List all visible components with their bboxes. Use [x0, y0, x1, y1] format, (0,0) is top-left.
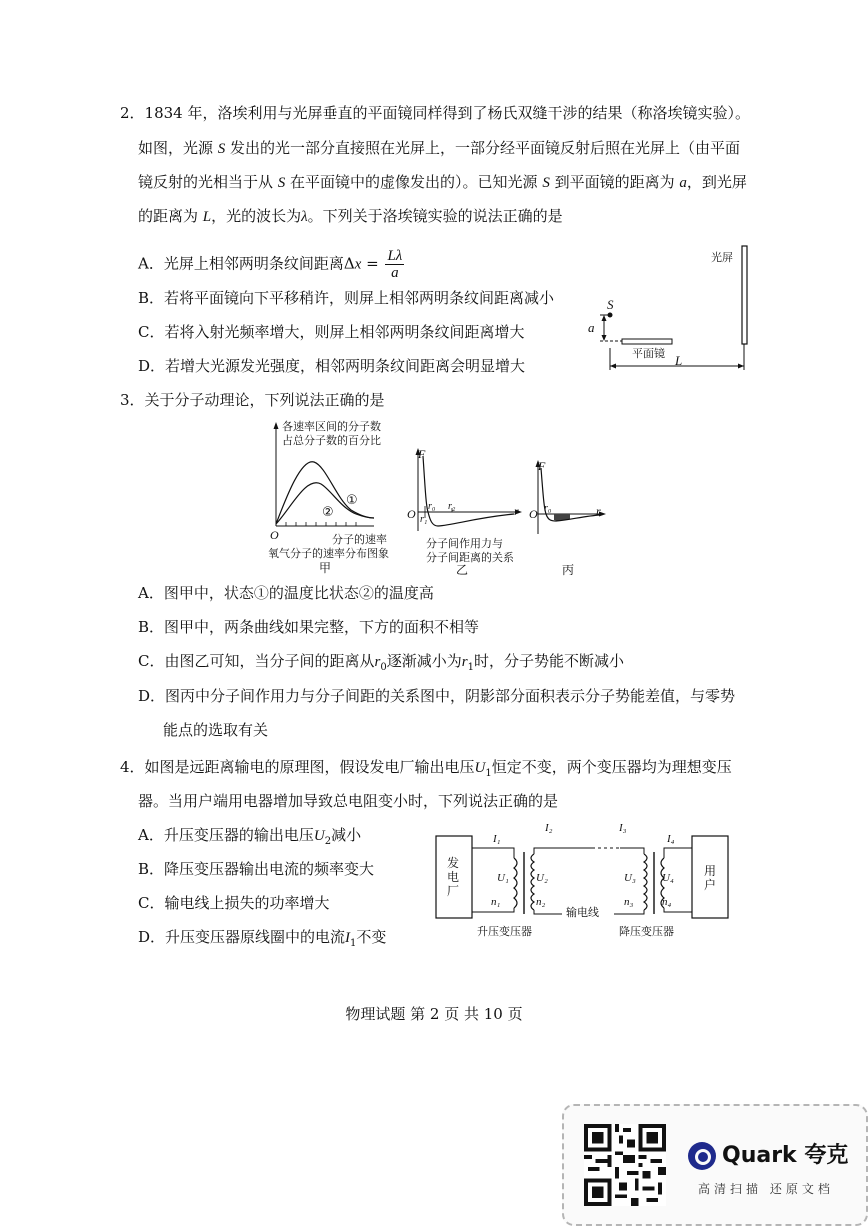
var-S: S: [217, 141, 226, 157]
user-label: 用户: [704, 864, 717, 892]
var-L: L: [202, 209, 212, 225]
step-down-primary-coil: [644, 854, 647, 910]
q4-option-b: B．降压变压器输出电流的频率变大: [138, 860, 375, 878]
I3-label: I₃: [619, 822, 627, 834]
option-d-text: D．升压变压器原线圈中的电流: [138, 928, 346, 946]
var-r: r: [461, 654, 468, 670]
page-footer: 物理试题 第 2 页 共 10 页: [345, 1005, 523, 1023]
fraction-numerator: Lλ: [387, 248, 403, 264]
yi-origin: O: [407, 507, 416, 521]
yi-caption-1: 分子间作用力与: [426, 537, 503, 550]
equals: =: [361, 254, 384, 273]
U2-label: U₂: [536, 872, 548, 884]
var-lambda: λ: [301, 209, 308, 225]
q2-option-a: [138, 248, 404, 281]
transmission-line-label: 输电线: [566, 906, 599, 919]
bing-r0-label: r₀: [544, 503, 552, 514]
yi-r0-label: r₀: [428, 501, 436, 512]
step-up-transformer-label: 升压变压器: [477, 925, 532, 938]
q2-line-2: [138, 138, 740, 159]
n3-label: n₃: [624, 896, 634, 908]
jia-x-ticks: [286, 522, 356, 526]
q3-stem: 3．关于分子动理论，下列说法正确的是: [120, 391, 385, 409]
q2-text: 到平面镜的距离为: [549, 173, 680, 191]
screen: [742, 246, 747, 344]
bing-origin: O: [529, 507, 538, 521]
a-arrow-down: [602, 335, 607, 341]
var-a: a: [679, 175, 687, 191]
bing-F-label: F: [538, 459, 546, 473]
q4-option-d: [138, 927, 386, 954]
option-d-text: 不变: [356, 928, 387, 946]
q2-line-4: [138, 206, 563, 227]
q4-option-c: C．输电线上损失的功率增大: [138, 894, 330, 912]
yi-force-curve: [423, 456, 514, 526]
q2-text: 的距离为: [138, 207, 203, 225]
jia-name: 甲: [319, 561, 332, 575]
qr-code-icon: [584, 1124, 666, 1206]
distance-label-a: a: [588, 320, 595, 335]
yi-F-label: F: [418, 447, 426, 461]
q2-text: ，光的波长为: [211, 207, 302, 225]
q2-line-1: 2．1834 年，洛埃利用与光屏垂直的平面镜同样得到了杨氏双缝干涉的结果（称洛埃镜实验）。: [120, 104, 750, 122]
q4-text: 恒定不变，两个变压器均为理想变压: [491, 758, 732, 776]
q2-text: 发出的光一部分直接照在光屏上，一部分经平面镜反射后照在光屏上（由平面: [225, 139, 741, 157]
distance-label-L: L: [675, 353, 683, 368]
option-a-text: A．光屏上相邻两明条纹间距离Δ: [138, 254, 355, 273]
quark-tagline: 高清扫描 还原文档: [698, 1182, 834, 1196]
jia-y-arrow: [274, 422, 279, 429]
n2-label: n₂: [536, 896, 546, 908]
q3-option-a: A．图甲中，状态①的温度比状态②的温度高: [138, 584, 434, 602]
yi-caption-2: 分子间距离的关系: [426, 551, 514, 564]
yi-r-label: r: [514, 504, 519, 518]
q2-text: 镜反射的光相当于从: [138, 173, 278, 191]
subscript: 1: [485, 768, 492, 779]
subscript: 1: [350, 938, 357, 949]
n1-label: n₁: [491, 896, 501, 908]
q4-line-1: [120, 757, 732, 784]
U1-label: U₁: [497, 872, 509, 884]
q2-text: 如图，光源: [138, 139, 218, 157]
plant-label: 发电厂: [447, 856, 460, 898]
q2-option-d: D．若增大光源发光强度，相邻两明条纹间距离会明显增大: [138, 357, 526, 375]
option-a-text: 减小: [331, 826, 362, 844]
option-a-text: A．升压变压器的输出电压: [138, 826, 314, 844]
jia-curve-1-label: ①: [346, 493, 358, 508]
step-up-primary-coil: [514, 858, 517, 908]
q3-option-b: B．图甲中，两条曲线如果完整，下方的面积不相等: [138, 618, 480, 636]
subscript: 2: [324, 836, 332, 847]
U4-label: U₄: [662, 872, 674, 884]
q4-line-2: 器。当用户端用电器增加导致总电阻变小时，下列说法正确的是: [138, 792, 559, 810]
q3-option-c: [138, 651, 624, 678]
quark-brand: [688, 1140, 848, 1172]
jia-origin: O: [270, 528, 279, 542]
var-U: U: [474, 760, 486, 776]
step-down-transformer-label: 降压变压器: [619, 925, 674, 938]
q2-text: 。下列关于洛埃镜实验的说法正确的是: [307, 207, 563, 225]
bing-r-label: r: [596, 504, 601, 518]
q4-text: 4．如图是远距离输电的原理图，假设发电厂输出电压: [120, 758, 475, 776]
q4-option-a: [138, 825, 361, 852]
mirror-label: 平面镜: [632, 347, 665, 360]
yi-name: 乙: [456, 563, 469, 577]
q3-option-d-line-2: 能点的选取有关: [163, 721, 269, 739]
subscript: 0: [380, 662, 387, 673]
U3-label: U₃: [624, 872, 636, 884]
L-arrow-right: [738, 364, 744, 369]
q2-option-b: B．若将平面镜向下平移稍许，则屏上相邻两明条纹间距离减小: [138, 289, 555, 307]
var-I: I: [345, 930, 351, 946]
var-x: x: [354, 256, 362, 273]
plane-mirror: [622, 339, 672, 344]
var-S: S: [542, 175, 550, 191]
source-label-S: S: [607, 297, 614, 312]
var-S: S: [277, 175, 286, 191]
jia-caption: 氧气分子的速率分布图象: [268, 547, 389, 560]
screen-label: 光屏: [711, 251, 733, 264]
a-arrow-up: [602, 315, 607, 321]
I4-label: I₄: [667, 833, 675, 845]
yi-r1-label: r₁: [420, 514, 428, 525]
quark-scan-badge: [562, 1104, 868, 1226]
option-c-text: 时，分子势能不断减小: [473, 652, 624, 670]
jia-ylabel-1: 各速率区间的分子数: [282, 420, 381, 433]
n4-label: n₄: [662, 896, 672, 908]
jia-ylabel-2: 占总分子数的百分比: [282, 434, 381, 447]
subscript: 1: [467, 662, 474, 673]
quark-logo-icon: [688, 1142, 716, 1170]
q2-line-3: [138, 172, 747, 193]
transmission-line-top-right: [620, 848, 644, 854]
var-r: r: [374, 654, 381, 670]
jia-xlabel: 分子的速率: [332, 533, 387, 546]
var-U: U: [313, 828, 325, 844]
option-c-text: 逐渐减小为: [386, 652, 462, 670]
quark-brand-text: Quark 夸克: [722, 1143, 849, 1168]
fraction: [385, 248, 404, 281]
jia-curve-2-label: ②: [322, 505, 334, 520]
fraction-denominator: a: [391, 265, 399, 281]
q2-option-c: C．若将入射光频率增大，则屏上相邻两明条纹间距离增大: [138, 323, 525, 341]
step-up-secondary-coil: [531, 854, 534, 910]
q2-text: ，到光屏: [686, 173, 747, 191]
q3-option-d-line-1: D．图丙中分子间作用力与分子间距的关系图中，阴影部分面积表示分子势能差值，与零势: [138, 687, 736, 705]
L-arrow-left: [610, 364, 616, 369]
I1-label: I₁: [493, 833, 501, 845]
bing-name: 丙: [562, 563, 575, 577]
transmission-line-top-left: [534, 848, 592, 854]
q2-text: 在平面镜中的虚像发出的）。已知光源: [285, 173, 543, 191]
option-c-text: C．由图乙可知，当分子间的距离从: [138, 652, 375, 670]
I2-label: I₂: [545, 822, 553, 834]
yi-r2-label: r₂: [448, 501, 456, 512]
